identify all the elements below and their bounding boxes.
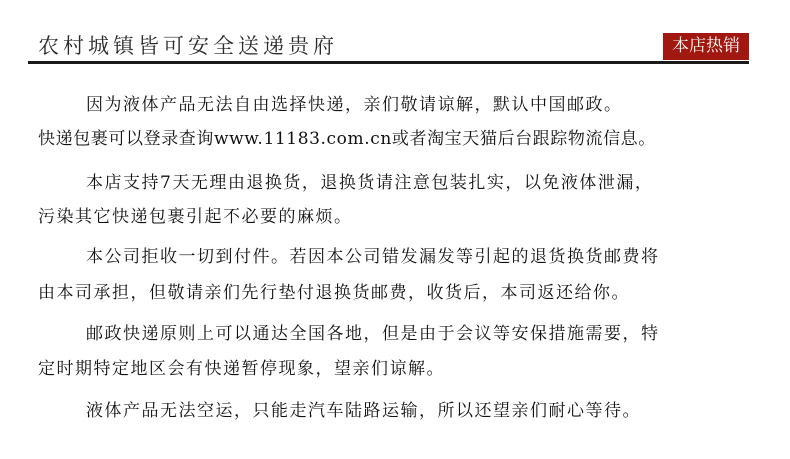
- page-title: 农村城镇皆可安全送递贵府: [38, 34, 338, 58]
- notice-line-cod-policy: 本公司拒收一切到付件。若因本公司错发漏发等引起的退货换货邮费将: [86, 247, 660, 267]
- notice-line-cod-policy-cont: 由本司承担，但敬请亲们先行垫付退换货邮费，收货后，本司返还给你。: [38, 283, 630, 303]
- notice-line-coverage: 邮政快递原则上可以通达全国各地，但是由于会议等安保措施需要，特: [86, 324, 660, 344]
- notice-line-carrier: 因为液体产品无法自由选择快递，亲们敬请谅解，默认中国邮政。: [86, 95, 623, 115]
- notice-line-returns: 本店支持7天无理由退换货，退换货请注意包装扎实，以免液体泄漏，: [86, 173, 654, 193]
- notice-line-ground-shipping: 液体产品无法空运，只能走汽车陆路运输，所以还望亲们耐心等待。: [86, 401, 641, 421]
- notice-line-tracking: 快递包裹可以登录查询www.11183.com.cn或者淘宝天猫后台跟踪物流信息。: [38, 129, 656, 149]
- notice-line-coverage-cont: 定时期特定地区会有快递暂停现象，望亲们谅解。: [38, 359, 445, 379]
- notice-line-returns-cont: 污染其它快递包裹引起不必要的麻烦。: [38, 207, 353, 227]
- hot-sale-badge[interactable]: 本店热销: [663, 33, 749, 60]
